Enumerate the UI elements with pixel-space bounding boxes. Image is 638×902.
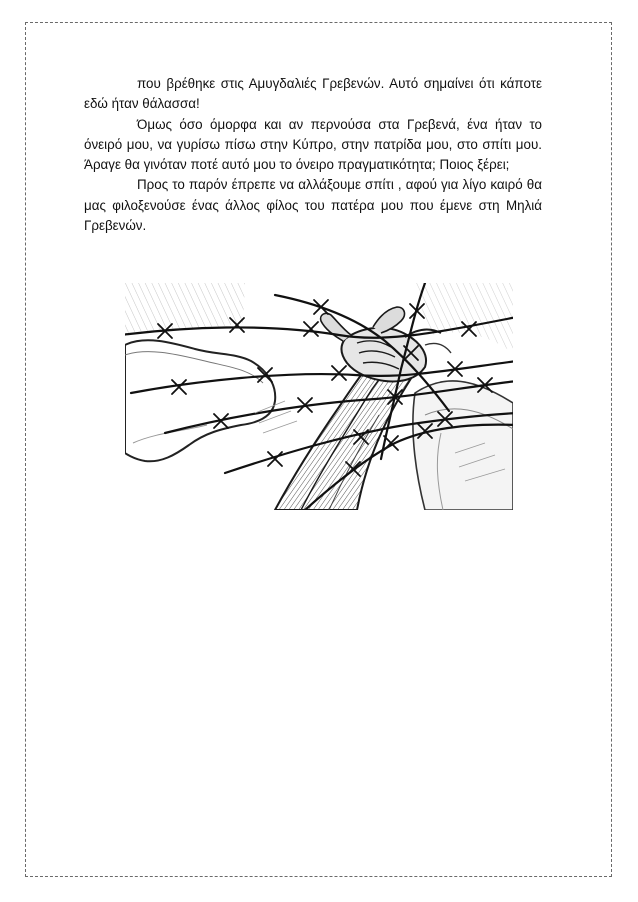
paragraph-3: Προς το παρόν έπρεπε να αλλάξουμε σπίτι , αφού για λίγο καιρό θα μας φιλοξενούσε ένας άλλος φίλος του πατέρα μου που έμενε στη Μηλιά Γρεβενών. <box>84 177 542 234</box>
map-shape <box>125 340 275 461</box>
barbed-wire-cyprus-illustration <box>125 283 513 510</box>
paragraph-2: Όμως όσο όμορφα και αν περνούσα στα Γρεβενά, ένα ήταν το όνειρό μου, να γυρίσω πίσω στην Κύπρο, στην πατρίδα μου, στο σπίτι μου. Άραγε θα γινόταν ποτέ αυτό μου το όνειρο πραγματικότητα; Ποιος ξέρει; <box>84 116 542 173</box>
paragraph-1: που βρέθηκε στις Αμυγδαλιές Γρεβενών. Αυτό σημαίνει ότι κάποτε εδώ ήταν θάλασσα! <box>84 76 542 112</box>
document-body <box>84 74 542 236</box>
illustration-svg <box>125 283 513 510</box>
